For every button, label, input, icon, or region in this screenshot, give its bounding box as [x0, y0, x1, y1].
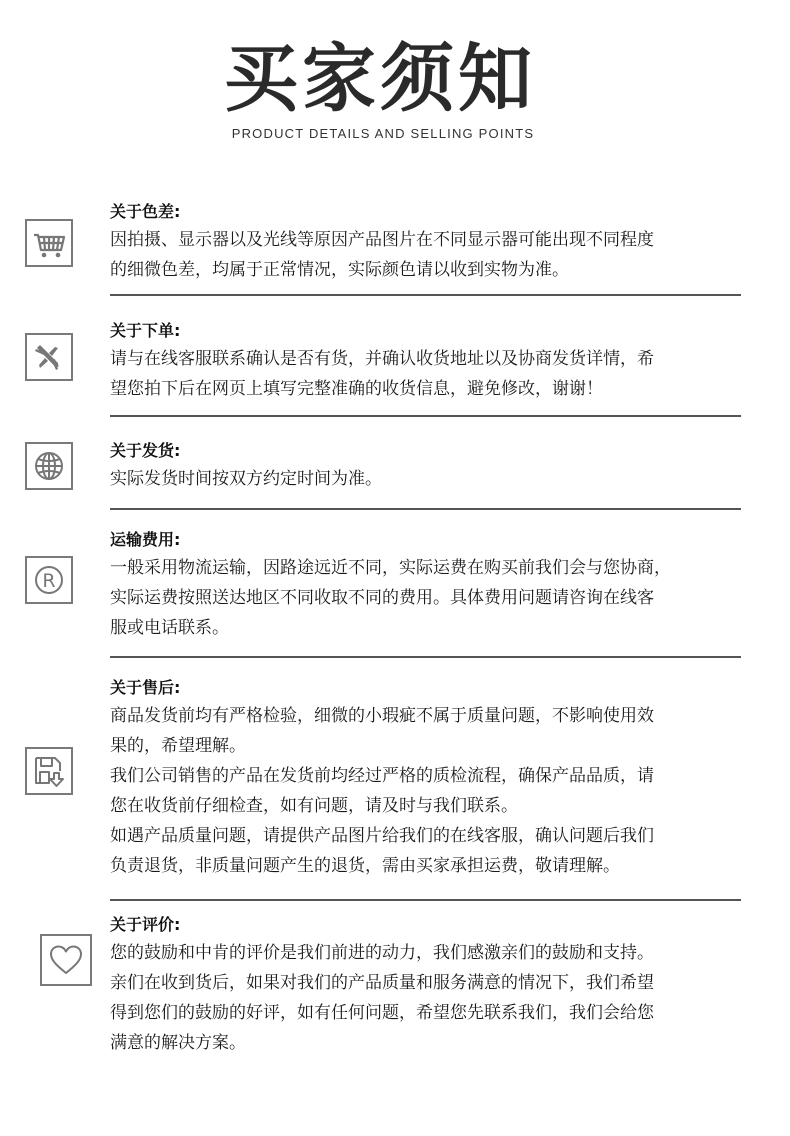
- section-ordering: [110, 318, 740, 404]
- registered-icon: [25, 556, 73, 604]
- paragraph-line: 亲们在收到货后，如果对我们的产品质量和服务满意的情况下，我们希望: [110, 973, 654, 993]
- section-title: 关于售后:: [110, 678, 181, 697]
- paragraph-line: 望您拍下后在网页上填写完整准确的收货信息，避免修改，谢谢！: [110, 379, 603, 399]
- shopping-cart-icon: [25, 219, 73, 267]
- paragraph-line: 得到您们的鼓励的好评，如有任何问题，希望您先联系我们，我们会给您: [110, 1003, 654, 1023]
- section-shipping-cost: [110, 527, 740, 643]
- divider: [110, 656, 741, 658]
- paragraph-line: 实际发货时间按双方约定时间为准。: [110, 469, 382, 489]
- paragraph-line: 实际运费按照送达地区不同收取不同的费用。具体费用问题请咨询在线客: [110, 588, 654, 608]
- paragraph-line: 请与在线客服联系确认是否有货，并确认收货地址以及协商发货详情，希: [110, 349, 654, 369]
- paragraph-line: 负责退货，非质量问题产生的退货，需由买家承担运费，敬请理解。: [110, 856, 620, 876]
- paragraph-line: 您在收货前仔细检查，如有问题，请及时与我们联系。: [110, 796, 518, 816]
- paragraph-line: 因拍摄、显示器以及光线等原因产品图片在不同显示器可能出现不同程度: [110, 230, 654, 250]
- paragraph-line: 的细微色差，均属于正常情况，实际颜色请以收到实物为准。: [110, 260, 569, 280]
- heart-icon: [40, 934, 92, 986]
- svg-text:R: R: [42, 570, 56, 592]
- divider: [110, 415, 741, 417]
- globe-icon: [25, 442, 73, 490]
- paragraph-line: 满意的解决方案。: [110, 1033, 246, 1053]
- section-title: 运输费用:: [110, 530, 181, 549]
- paragraph-line: 您的鼓励和中肯的评价是我们前进的动力，我们感激亲们的鼓励和支持。: [110, 943, 654, 963]
- page-subtitle: PRODUCT DETAILS AND SELLING POINTS: [231, 126, 535, 141]
- paragraph-line: 一般采用物流运输，因路途远近不同，实际运费在购买前我们会与您协商，: [110, 558, 671, 578]
- section-reviews: [110, 912, 740, 1058]
- paragraph-line: 我们公司销售的产品在发货前均经过严格的质检流程，确保产品品质，请: [110, 766, 654, 786]
- divider: [110, 294, 741, 296]
- save-download-icon: [25, 747, 73, 795]
- section-shipping: [110, 438, 740, 494]
- divider: [110, 899, 741, 901]
- paragraph-line: 果的，希望理解。: [110, 736, 246, 756]
- section-color-difference: [110, 199, 740, 285]
- paragraph-line: 如遇产品质量问题，请提供产品图片给我们的在线客服，确认问题后我们: [110, 826, 654, 846]
- divider: [110, 508, 741, 510]
- section-after-sales: [110, 675, 740, 881]
- section-title: 关于下单:: [110, 321, 181, 340]
- section-title: 关于评价:: [110, 915, 181, 934]
- paragraph-line: 服或电话联系。: [110, 618, 229, 638]
- airplane-icon: [25, 333, 73, 381]
- page-title: 买家须知: [224, 36, 536, 122]
- paragraph-line: 商品发货前均有严格检验，细微的小瑕疵不属于质量问题，不影响使用效: [110, 706, 654, 726]
- section-title: 关于发货:: [110, 441, 181, 460]
- section-title: 关于色差:: [110, 202, 181, 221]
